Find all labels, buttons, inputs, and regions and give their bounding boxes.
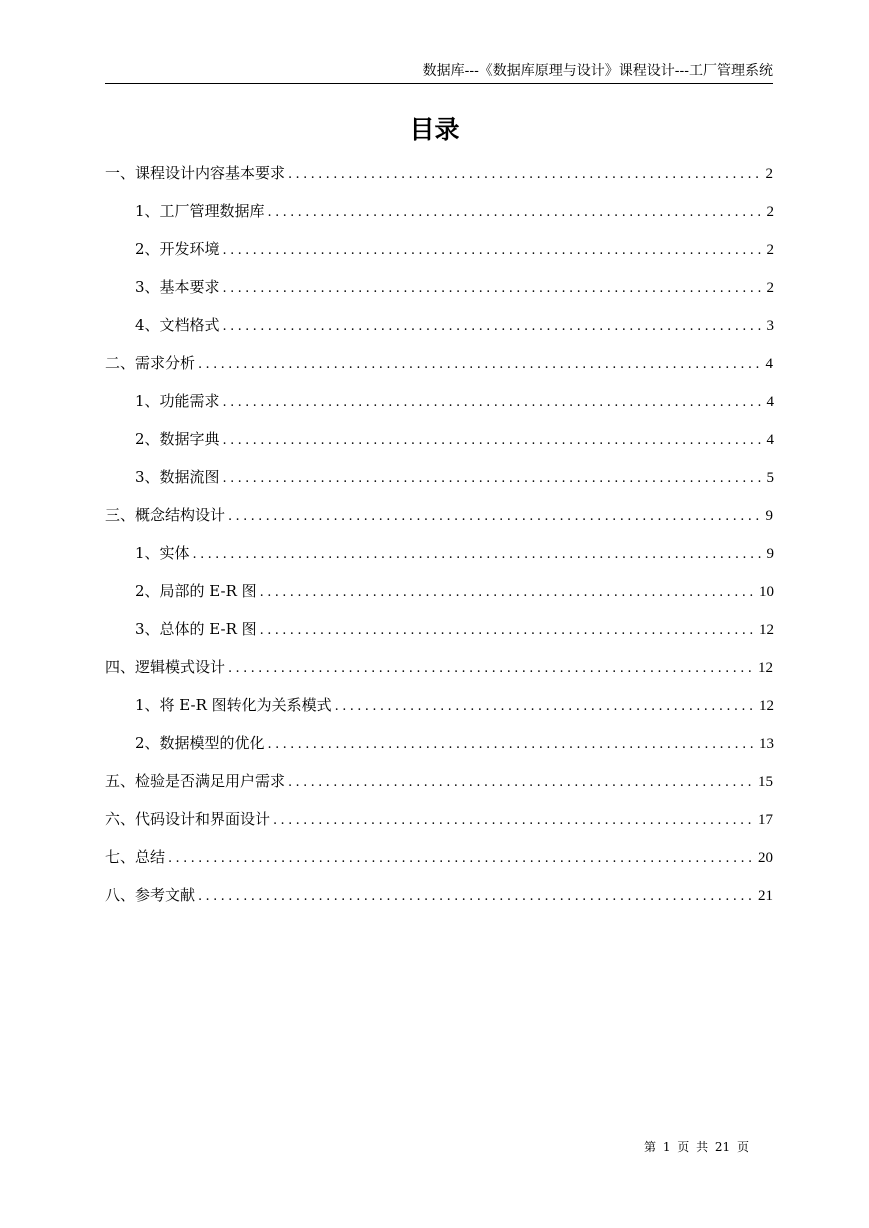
toc-entry-page-number: 2 (766, 280, 774, 296)
toc-entry-label: 2、数据字典 (135, 430, 220, 448)
toc-entry[interactable] (105, 198, 774, 236)
toc-entry-label: 1、将 E-R 图转化为关系模式 (135, 696, 332, 714)
toc-entry[interactable] (105, 844, 774, 882)
toc-leader-dots (268, 732, 756, 758)
toc-entry[interactable] (105, 236, 774, 274)
toc-leader-dots (228, 656, 755, 682)
toc-entry[interactable] (105, 692, 774, 730)
toc-entry-label: 六、代码设计和界面设计 (105, 810, 271, 828)
toc-entry-label: 4、文档格式 (135, 316, 220, 334)
table-of-contents (105, 160, 774, 920)
toc-entry[interactable] (105, 654, 774, 692)
toc-leader-dots (193, 542, 764, 568)
toc-entry-page-number: 12 (759, 698, 774, 714)
toc-entry-label: 3、基本要求 (135, 278, 220, 296)
header-rule (105, 83, 773, 84)
toc-leader-dots (223, 428, 764, 454)
toc-entry-label: 七、总结 (105, 848, 166, 866)
toc-entry-page-number: 4 (766, 394, 774, 410)
toc-leader-dots (260, 580, 756, 606)
toc-entry-page-number: 4 (765, 356, 773, 372)
toc-entry[interactable] (105, 540, 774, 578)
toc-entry-page-number: 21 (758, 888, 773, 904)
toc-leader-dots (268, 200, 764, 226)
page-footer: 第 1 页 共 21 页 (644, 1140, 749, 1154)
toc-entry[interactable] (105, 578, 774, 616)
toc-leader-dots (228, 504, 762, 530)
toc-entry[interactable] (105, 160, 774, 198)
toc-entry[interactable] (105, 616, 774, 654)
toc-entry-page-number: 20 (758, 850, 773, 866)
toc-leader-dots (198, 884, 755, 910)
toc-leader-dots (260, 618, 756, 644)
toc-entry[interactable] (105, 388, 774, 426)
toc-entry[interactable] (105, 882, 774, 920)
toc-entry-page-number: 13 (759, 736, 774, 752)
toc-entry-label: 一、课程设计内容基本要求 (105, 164, 286, 182)
toc-entry-label: 五、检验是否满足用户需求 (105, 772, 286, 790)
toc-entry-page-number: 15 (758, 774, 773, 790)
toc-leader-dots (223, 314, 764, 340)
page-header: 数据库---《数据库原理与设计》课程设计---工厂管理系统 (422, 63, 773, 79)
toc-entry-label: 2、开发环境 (135, 240, 220, 258)
page-title: 目录 (409, 115, 460, 144)
toc-entry-page-number: 12 (759, 622, 774, 638)
toc-entry-label: 1、工厂管理数据库 (135, 202, 265, 220)
toc-entry-label: 2、数据模型的优化 (135, 734, 265, 752)
toc-entry-page-number: 2 (765, 166, 773, 182)
toc-leader-dots (198, 352, 762, 378)
toc-entry-page-number: 4 (766, 432, 774, 448)
toc-entry[interactable] (105, 464, 774, 502)
toc-leader-dots (168, 846, 755, 872)
toc-entry-label: 二、需求分析 (105, 354, 196, 372)
toc-entry[interactable] (105, 274, 774, 312)
toc-entry-page-number: 10 (759, 584, 774, 600)
toc-leader-dots (288, 162, 762, 188)
toc-entry-page-number: 9 (766, 546, 774, 562)
toc-entry-label: 3、数据流图 (135, 468, 220, 486)
toc-entry-page-number: 2 (766, 242, 774, 258)
toc-entry-page-number: 9 (765, 508, 773, 524)
toc-leader-dots (223, 390, 764, 416)
toc-entry-page-number: 12 (758, 660, 773, 676)
toc-entry-label: 八、参考文献 (105, 886, 196, 904)
toc-entry-page-number: 5 (766, 470, 774, 486)
toc-leader-dots (223, 466, 764, 492)
toc-entry-page-number: 17 (758, 812, 773, 828)
toc-leader-dots (273, 808, 755, 834)
toc-entry-label: 四、逻辑模式设计 (105, 658, 226, 676)
toc-entry-page-number: 2 (766, 204, 774, 220)
toc-entry-page-number: 3 (766, 318, 774, 334)
toc-entry[interactable] (105, 312, 774, 350)
toc-entry[interactable] (105, 426, 774, 464)
toc-leader-dots (223, 276, 764, 302)
toc-entry[interactable] (105, 768, 774, 806)
toc-entry-label: 1、功能需求 (135, 392, 220, 410)
toc-leader-dots (288, 770, 755, 796)
toc-entry-label: 3、总体的 E-R 图 (135, 620, 257, 638)
toc-entry[interactable] (105, 502, 774, 540)
toc-leader-dots (223, 238, 764, 264)
toc-entry[interactable] (105, 730, 774, 768)
toc-leader-dots (335, 694, 756, 720)
toc-entry[interactable] (105, 350, 774, 388)
toc-entry-label: 三、概念结构设计 (105, 506, 226, 524)
toc-entry-label: 2、局部的 E-R 图 (135, 582, 257, 600)
toc-entry-label: 1、实体 (135, 544, 190, 562)
toc-entry[interactable] (105, 806, 774, 844)
